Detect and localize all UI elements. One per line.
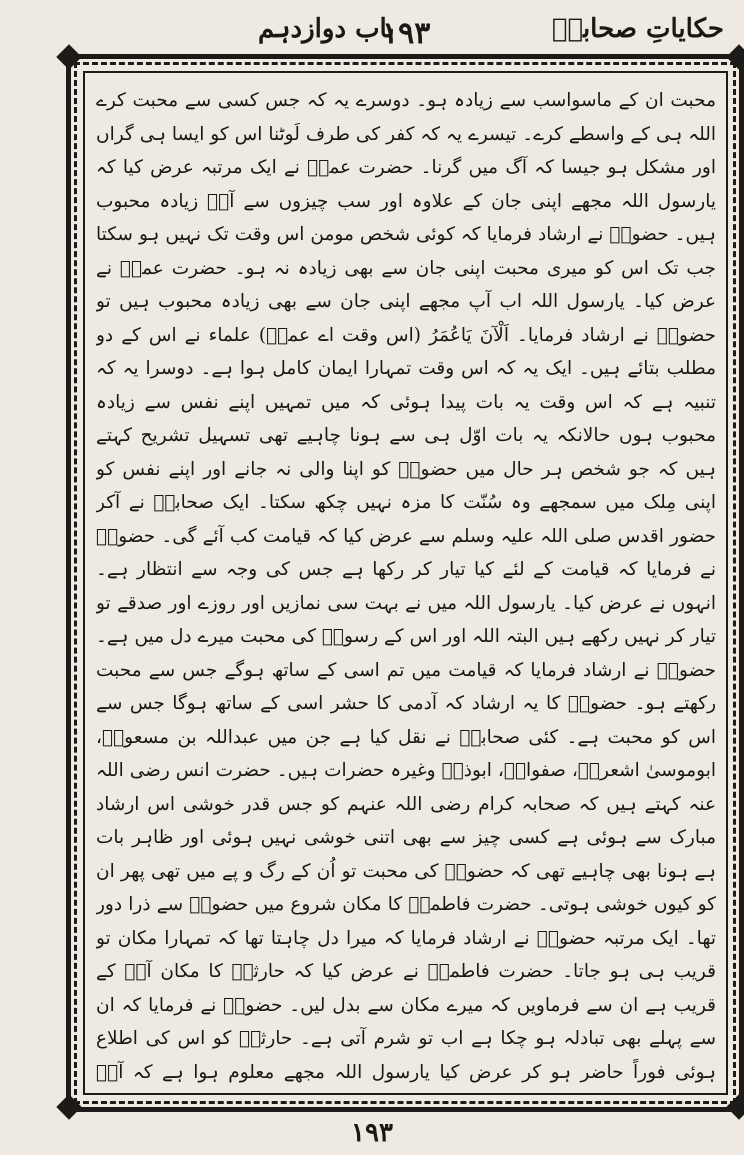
body-paragraph: محبت ان کے ماسواسب سے زیادہ ہو۔ دوسرے یہ کہ جس کسی سے محبت کرے اللہ ہی کے واسطے کرے۔ تیسرے یہ کہ کفر کی طرف لَوٹنا اس کو ایسا ہی گراں اور مشکل ہو جیسا کہ آگ میں گرنا۔ حضرت عمرؓ نے ایک مرتبہ عرض کیا کہ یارسول اللہ مجھے اپنی جان کے علاوہ اور سب چیزوں سے آپؐ زیادہ محبوب ہیں۔ حضورؐ نے ارشاد فرمایا کہ کوئی شخص مومن اس وقت تک نہیں ہو سکتا جب تک اس کو میری محبت اپنی جان سے بھی زیادہ نہ ہو۔ حضرت عمرؓ نے عرض کیا۔ یارسول اللہ اب آپ مجھے اپنی جان سے بھی زیادہ محبوب ہیں تو حضورؐ نے ارشاد فرمایا۔ اَلْآنَ یَاعُمَرُ (اس وقت اے عمرؓ) علماء نے اس کے دو مطلب بتائے ہیں۔ ایک یہ کہ اس وقت تمہارا ایمان کامل ہوا ہے۔ دوسرا یہ کہ تنبیہ ہے کہ اس وقت یہ بات پیدا ہوئی کہ میں تمہیں اپنے نفس سے زیادہ محبوب ہوں حالانکہ یہ بات اوّل ہی سے ہونا چاہیے تھی تسہیل تشریح کہتے ہیں کہ جو شخص ہر حال میں حضورؐ کو اپنا والی نہ جانے اور اپنے نفس کو اپنی مِلک میں سمجھے وہ سُنّت کا مزہ نہیں چکھ سکتا۔ ایک صحابیؓ نے آکر حضور اقدس صلی اللہ علیہ وسلم سے عرض کیا کہ قیامت کب آئے گی۔ حضورؐ نے فرمایا کہ قیامت کے لئے کیا تیار کر رکھا ہے جس کی وجہ سے انتظار ہے۔ انہوں نے عرض کیا۔ یارسول اللہ میں نے بہت سی نمازیں اور روزے اور صدقے تو تیار کر نہیں رکھے ہیں البتہ اللہ اور اس کے رسولؐ کی محبت میرے دل میں ہے۔ حضورؐ نے ارشاد فرمایا کہ قیامت میں تم اسی کے ساتھ ہوگے جس سے محبت رکھتے ہو۔ حضورؐ کا یہ ارشاد کہ آدمی کا حشر اسی کے ساتھ ہوگا جس سے اس کو محبت ہے۔ کئی صحابہؓ نے نقل کیا ہے جن میں عبداللہ بن مسعودؓ، ابوموسیٰ اشعریؓ، صفوانؓ، ابوذرؓ وغیرہ حضرات ہیں۔ حضرت انس رضی اللہ عنہ کہتے ہیں کہ صحابہ کرام رضی اللہ عنہم کو جس قدر خوشی اس ارشاد مبارک سے ہوئی ہے کسی چیز سے بھی اتنی خوشی نہیں ہوئی اور ظاہر بات ہے ہونا بھی چاہیے تھی کہ حضورؐ کی محبت تو اُن کے رگ و پے میں تھی پھر ان کو کیوں خوشی ہوتی۔ حضرت فاطمۃؓ کا مکان شروع میں حضورؐ سے ذرا دور تھا۔ ایک مرتبہ حضورؐ نے ارشاد فرمایا کہ میرا دل چاہتا تھا کہ تمہارا مکان تو قریب ہی ہو جاتا۔ حضرت فاطمہؓ نے عرض کیا کہ حارثہؓ کا مکان آپؐ کے قریب ہے ان سے فرماویں کہ میرے مکان سے بدل لیں۔ حضورؐ نے فرمایا کہ ان سے پہلے بھی تبادلہ ہو چکا ہے اب تو شرم آتی ہے۔ حارثہؓ کو اس کی اطلاع ہوئی فوراً حاضر ہو کر عرض کیا یارسول اللہ مجھے معلوم ہوا ہے کہ آپؐ (96, 90, 716, 1083)
header-page-number: ۱۹۳ (382, 16, 431, 51)
page-header (0, 0, 744, 62)
footer-page-number: ۱۹۳ (351, 1118, 393, 1148)
book-title: حکایاتِ صحابہؓ (551, 14, 724, 44)
main-text-block (96, 84, 716, 1084)
chapter-title: باب دوازدہم (258, 14, 395, 44)
